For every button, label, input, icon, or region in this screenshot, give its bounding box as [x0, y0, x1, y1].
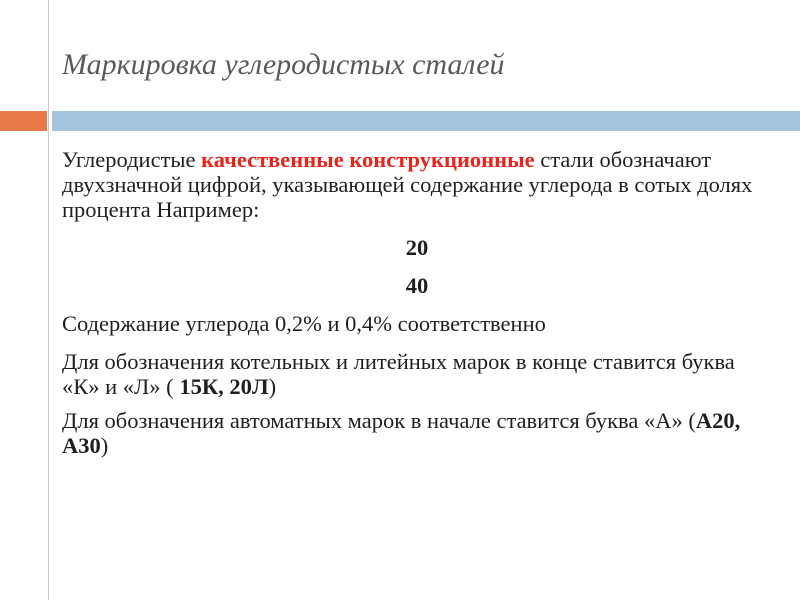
automatic-text: Для обозначения автоматных марок в начале ставится буква «А» ( [62, 408, 696, 433]
paragraph-automatic [62, 408, 762, 458]
automatic-end: ) [100, 433, 109, 458]
orange-accent-bar [0, 111, 47, 131]
intro-prefix: Углеродистые [62, 147, 202, 172]
boiler-text: Для обозначения котельных и литейных марок в конце ставится буква «К» и «Л» ( [62, 349, 735, 399]
automatic-examples: А20, А30 [62, 408, 741, 458]
paragraph-boiler-casting [62, 349, 762, 399]
blue-accent-bar [52, 111, 800, 131]
paragraph-carbon-content: Содержание углерода 0,2% и 0,4% соответственно [62, 311, 546, 336]
intro-rest: стали обозначают двухзначной цифрой, указывающей содержание углерода в сотых долях процента Например: [62, 147, 753, 222]
boiler-examples: 15К, 20Л [179, 374, 269, 399]
vertical-divider-line [48, 0, 49, 600]
slide-content [62, 147, 762, 467]
example-number-2: 40 [405, 273, 429, 298]
boiler-end: ) [268, 374, 277, 399]
slide-title: Маркировка углеродистых сталей [62, 48, 505, 81]
paragraph-intro [62, 147, 762, 222]
intro-highlight: качественные конструкционные [201, 147, 535, 172]
example-number-1: 20 [405, 235, 429, 260]
